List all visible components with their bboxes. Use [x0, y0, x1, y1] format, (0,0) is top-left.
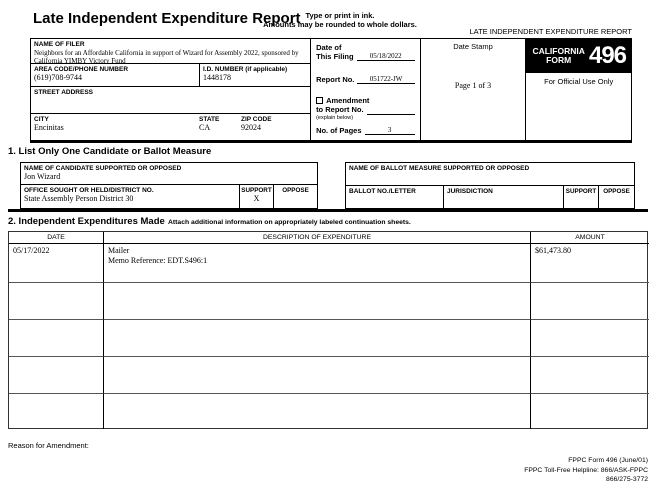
section1-title: 1. List Only One Candidate or Ballot Measure [8, 146, 212, 157]
office-sought-label: OFFICE SOUGHT OR HELD/DISTRICT NO. [24, 187, 154, 194]
expenditure-description-cell[interactable] [104, 283, 531, 320]
expenditure-amount-cell[interactable] [531, 394, 649, 429]
phone-cell [31, 64, 199, 86]
explain-below-note: (explain below) [316, 114, 354, 121]
expenditure-date-cell[interactable] [9, 320, 104, 357]
city-label: CITY [34, 116, 49, 123]
section2-subtitle: Attach additional information on appropriately labeled continuation sheets. [168, 219, 411, 226]
form-footer [524, 456, 648, 485]
expenditure-date-cell[interactable] [9, 357, 104, 394]
footer-form-version: FPPC Form 496 (June/01) [568, 457, 648, 464]
filer-info-section [31, 39, 310, 140]
date-stamp-box [420, 39, 526, 140]
phone-id-row [31, 64, 310, 87]
filer-name-label: NAME OF FILER [34, 41, 85, 48]
id-number-value[interactable]: 1448178 [203, 73, 231, 82]
page-indicator: Page 1 of 3 [454, 81, 492, 90]
ballot-oppose-label: OPPOSE [603, 188, 630, 195]
expenditure-date-cell[interactable]: 05/17/2022 [9, 244, 104, 283]
expenditure-description-cell[interactable] [104, 357, 531, 394]
expenditure-description-cell[interactable] [104, 320, 531, 357]
amendment-report-no-value[interactable] [367, 106, 415, 115]
ballot-name-cell [346, 163, 634, 186]
description-line-2: Memo Reference: EDT.S496:1 [108, 255, 208, 265]
ballot-support-cell[interactable] [563, 186, 598, 209]
footer-phone: 866/275-3772 [606, 476, 648, 483]
expenditure-amount-cell[interactable] [531, 357, 649, 394]
no-of-pages-label: No. of Pages [316, 125, 362, 135]
expenditure-description-cell[interactable] [104, 244, 531, 283]
candidate-support-mark: X [253, 194, 260, 203]
ballot-name-label: NAME OF BALLOT MEASURE SUPPORTED OR OPPOSED [349, 165, 530, 172]
date-stamp-label: Date Stamp [453, 42, 493, 51]
instruction-line-2: Amounts may be rounded to whole dollars. [263, 20, 417, 29]
date-of-filing-label-2: This Filing [316, 51, 354, 61]
section-divider-rule [8, 209, 648, 212]
street-address-value[interactable] [31, 96, 310, 97]
form-number-banner [526, 39, 631, 73]
ink-instructions [230, 11, 450, 29]
expenditure-description-cell[interactable] [104, 394, 531, 429]
expenditure-amount-cell[interactable] [531, 320, 649, 357]
footer-helpline: FPPC Toll-Free Helpline: 866/ASK-FPPC [524, 466, 648, 474]
state-cell [196, 114, 219, 132]
candidate-oppose-label: OPPOSE [282, 187, 309, 194]
filing-info-section [310, 39, 420, 140]
header-box [30, 38, 632, 143]
ballot-number-label: BALLOT NO./LETTER [349, 188, 416, 195]
form-label: FORM [546, 55, 572, 65]
expenditures-table [8, 231, 648, 429]
expenditure-amount-cell[interactable] [531, 283, 649, 320]
california-form-box [525, 39, 631, 140]
filer-name-value[interactable]: Neighbors for an Affordable California in support of Wizard for Assembly 2022, sponsored by California YIMBY Victory Fund [34, 49, 299, 64]
jurisdiction-value[interactable] [444, 195, 563, 196]
state-label: STATE [199, 116, 220, 123]
street-address-cell [31, 87, 310, 114]
ballot-support-label: SUPPORT [565, 188, 597, 195]
expenditure-date-cell[interactable] [9, 283, 104, 320]
candidate-box [20, 162, 318, 209]
page-title: Late Independent Expenditure Report [33, 10, 301, 27]
official-use-label: For Official Use Only [544, 77, 614, 86]
candidate-name-cell [21, 163, 317, 185]
form-type-label: LATE INDEPENDENT EXPENDITURE REPORT [469, 27, 632, 36]
column-header-amount: AMOUNT [531, 232, 649, 244]
phone-value[interactable]: (619)708-9744 [34, 73, 82, 82]
id-number-cell [199, 64, 310, 86]
candidate-name-value[interactable]: Jon Wizard [24, 172, 61, 181]
form-number: 496 [588, 42, 627, 69]
date-of-filing-value[interactable]: 05/18/2022 [357, 52, 415, 61]
amendment-to-report-label: to Report No. [316, 105, 364, 114]
jurisdiction-label: JURISDICTION [447, 188, 493, 195]
ballot-number-value[interactable] [346, 195, 443, 196]
candidate-office-row [21, 185, 317, 209]
amendment-checkbox[interactable] [316, 97, 323, 104]
street-address-label: STREET ADDRESS [34, 89, 93, 96]
report-no-field [316, 75, 415, 84]
ballot-detail-row [346, 186, 634, 209]
zip-value[interactable]: 92024 [241, 123, 261, 132]
date-of-filing-field [316, 44, 415, 61]
description-line-1: Mailer [108, 246, 130, 255]
ballot-name-value[interactable] [346, 172, 634, 173]
state-value[interactable]: CA [199, 123, 211, 132]
city-state-zip-row [31, 114, 310, 140]
no-of-pages-field [316, 126, 415, 135]
zip-cell [238, 114, 272, 132]
candidate-oppose-cell[interactable] [273, 185, 317, 209]
amendment-field [316, 97, 415, 122]
instruction-line-1: Type or print in ink. [305, 11, 375, 20]
city-value[interactable]: Encinitas [34, 123, 64, 132]
column-header-date: DATE [9, 232, 104, 244]
no-of-pages-value[interactable]: 3 [365, 126, 415, 135]
california-label: CALIFORNIA [532, 46, 585, 56]
candidate-support-cell[interactable] [239, 185, 273, 209]
office-sought-value[interactable]: State Assembly Person District 30 [24, 194, 134, 203]
zip-label: ZIP CODE [241, 116, 272, 123]
report-no-value[interactable]: 051722-JW [357, 75, 414, 84]
candidate-name-label: NAME OF CANDIDATE SUPPORTED OR OPPOSED [24, 165, 182, 172]
jurisdiction-cell [443, 186, 563, 209]
phone-label: AREA CODE/PHONE NUMBER [34, 66, 129, 73]
ballot-oppose-cell[interactable] [598, 186, 634, 209]
expenditure-amount-cell[interactable]: $61,473.80 [531, 244, 649, 283]
date-of-filing-label-1: Date of [316, 43, 342, 52]
amendment-label: Amendment [326, 96, 370, 105]
reason-for-amendment-label: Reason for Amendment: [8, 441, 89, 450]
candidate-support-label: SUPPORT [241, 187, 272, 194]
id-number-label: I.D. NUMBER (if applicable) [203, 66, 288, 73]
report-no-label: Report No. [316, 74, 355, 84]
ballot-measure-box [345, 162, 635, 209]
city-cell [31, 114, 67, 132]
ballot-number-cell [346, 186, 443, 209]
column-header-description: DESCRIPTION OF EXPENDITURE [104, 232, 531, 244]
expenditure-date-cell[interactable] [9, 394, 104, 429]
section2-title: 2. Independent Expenditures Made [8, 216, 165, 227]
filer-name-cell [31, 39, 310, 64]
office-sought-cell [21, 185, 239, 209]
